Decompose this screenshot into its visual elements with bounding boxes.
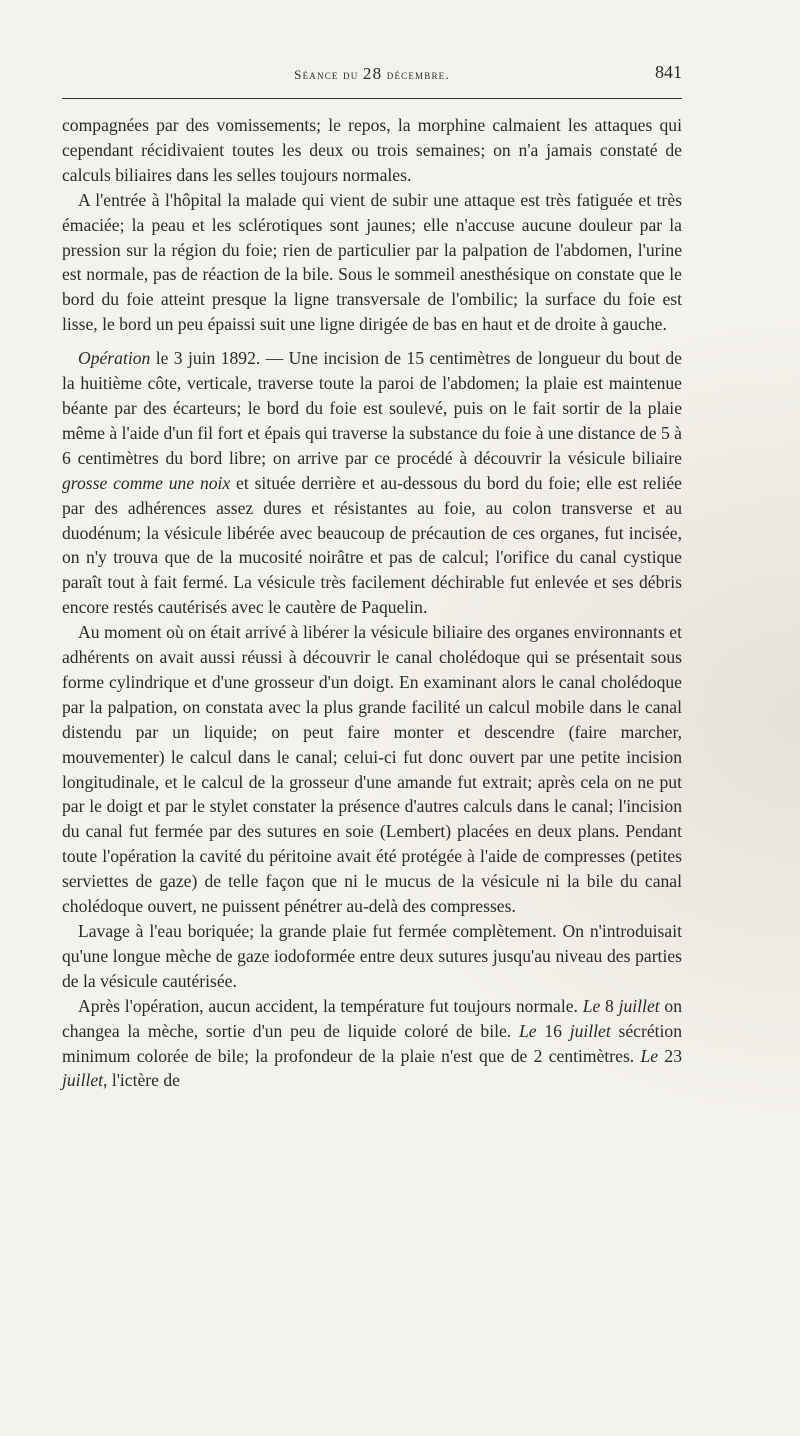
paragraph-6-text-c: on changea la mèche, sortie d'un peu de liquide coloré de bile. (62, 995, 682, 1041)
paragraph-4: Au moment où on était arrivé à libérer la vésicule biliaire des organes environnants et adhérents on avait aussi réussi à découvrir le canal cholédoque qui se présentait sous forme cylindrique et d'une grosseur d'un doigt. En examinant alors le canal cholédoque par la palpation, on constata avec la plus grande facilité un calcul mobile dans le canal distendu par un liquide; on peut faire monter et descendre (faire marcher, mouvementer) le calcul dans le canal; celui-ci fut donc ouvert par une petite incision longitudinale, et le calcul de la grosseur d'une amande fut extrait; après cela on ne put par le doigt et par le stylet constater la présence d'autres calculs dans le canal; l'incision du canal fut fermée par des sutures en soie (Lembert) placées en deux plans. Pendant toute l'opération la cavité du péritoine avait été protégée à l'aide de compresses (petites serviettes de gaze) de telle façon que ni le mucus de la vésicule ni la bile du canal cholédoque ouvert, ne puissent pénétrer au-delà des compresses. (62, 622, 682, 917)
paragraph-2: A l'entrée à l'hôpital la malade qui vient de subir une attaque est très fatiguée et très émaciée; la peau et les sclérotiques sont jaunes; elle n'accuse aucune douleur par la pression sur la région du foie; rien de particulier par la palpation de l'abdomen, l'urine est normale, pas de réaction de la bile. Sous le sommeil anesthésique on constate que le bord du foie atteint presque la ligne transversale de l'ombilic; la surface du foie est lisse, le bord un peu épaissi suit une ligne dirigée de bas en haut et de droite à gauche. (62, 189, 682, 335)
body-text (62, 113, 682, 1093)
paragraph-3-text-a: le 3 juin 1892. — Une incision de 15 centimètres de longueur du bout de la huitième côte, verticale, traverse toute la paroi de l'abdomen; la plaie est maintenue béante par des écarteurs; le bord du foie est soulevé, puis on le fait sortir de la plaie même à l'aide d'un fil fort et épais qui traverse la substance du foie à une distance de 5 à 6 centimètres du bord libre; on arrive par ce procédé à découvrir la vésicule biliaire (62, 348, 682, 468)
paragraph-5: Lavage à l'eau boriquée; la grande plaie fut fermée complètement. On n'introduisait qu'une longue mèche de gaze iodoformée entre deux sutures jusqu'au niveau des parties de la vésicule cautérisée. (62, 921, 682, 991)
paragraph-6-text-e: sécrétion minimum colorée de bile; la profondeur de la plaie n'est que de 2 centimètres. (62, 1020, 683, 1066)
paragraph-6-em-2: juillet (618, 995, 660, 1016)
paragraph-6-em-1: Le (582, 995, 601, 1016)
paragraph-3 (62, 346, 682, 620)
paragraph-1: compagnées par des vomissements; le repos, la morphine calmaient les attaques qui cependant récidivaient toutes les deux ou trois semaines; on n'a jamais constaté de calculs biliaires dans les selles toujours normales. (62, 115, 682, 185)
page-number: 841 (655, 62, 682, 82)
paragraph-6-em-3: Le (518, 1020, 537, 1041)
paragraph-3-emphasis: grosse comme une noix (62, 472, 231, 493)
paragraph-3-text-b: et située derrière et au-dessous du bord du foie; elle est reliée par des adhérences assez dures et résistantes au foie, au colon transverse et au duodénum; la vésicule libérée avec beaucoup de précaution de ces organes, fut incisée, on n'y trouva que de la mucosité noirâtre et pas de calcul; l'orifice du canal cystique paraît tout à fait fermé. La vésicule très facilement déchirable fut enlevée et ses débris encore restés cautérisés avec le cautère de Paquelin. (62, 472, 682, 618)
running-head-suffix: décembre. (382, 67, 450, 82)
paragraph-6-em-5: Le (640, 1045, 659, 1066)
paragraph-6-text-f: 23 (658, 1045, 682, 1066)
running-head-prefix: Séance du (294, 67, 363, 82)
running-head-day: 28 (362, 64, 383, 83)
paragraph-6-em-4: juillet (569, 1020, 611, 1041)
paragraph-6 (62, 994, 682, 1094)
operation-label: Opération (78, 348, 151, 369)
paragraph-6-text-d: 16 (536, 1020, 570, 1041)
paragraph-6-text-a: Après l'opération, aucun accident, la température fut toujours normale. (78, 995, 583, 1016)
header-rule (62, 98, 682, 99)
page-header (62, 62, 682, 88)
paragraph-6-text-b: 8 (600, 995, 619, 1016)
paragraph-6-text-g: , l'ictère de (103, 1070, 180, 1091)
running-head (62, 64, 682, 84)
paragraph-6-em-6: juillet (62, 1070, 104, 1091)
